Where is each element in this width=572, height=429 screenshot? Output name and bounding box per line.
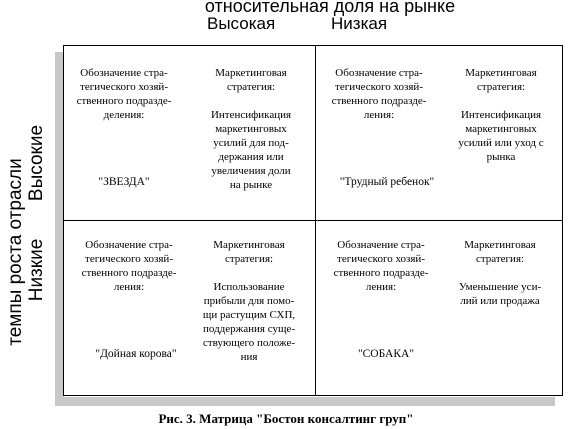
- dog-strategy: Маркетинговая стратегия: Уменьшение уси- лий или продажа: [458, 239, 542, 307]
- cow-name: "Дойная корова": [95, 348, 177, 360]
- question-strategy: Маркетинговая стратегия: Интенсификация маркетинговых усилий или уход с рынка: [458, 67, 544, 163]
- x-axis-label-low: Низкая: [331, 14, 388, 33]
- y-axis-label-low: Низкие: [26, 238, 47, 302]
- star-designation: Обозначение стра- тегического хозяй- ственного подразде- деления:: [76, 67, 172, 121]
- star-name: "ЗВЕЗДА": [98, 176, 150, 188]
- star-strategy: Маркетинговая стратегия: Интенсификация маркетинговых усилий для под- держания или увеличения доли на рынке: [210, 67, 292, 191]
- x-axis-label-high: Высокая: [207, 14, 276, 33]
- dog-name: "СОБАКА": [357, 348, 415, 360]
- dog-designation: Обозначение стра- тегического хозяй- ственного подразде- ления:: [333, 239, 429, 293]
- cow-designation: Обозначение стра- тегического хозяй- ственного подразде- ления:: [81, 239, 177, 293]
- y-axis-title: темпы роста отрасли: [5, 158, 26, 346]
- question-name: "Трудный ребенок": [339, 176, 435, 188]
- y-axis-label-high: Высокие: [26, 124, 47, 202]
- figure-caption: Рис. 3. Матрица "Бостон консалтинг груп": [158, 411, 414, 426]
- x-axis-title: относительная доля на рынке: [204, 0, 456, 16]
- matrix-horizontal-divider: [63, 220, 563, 221]
- matrix-shadow-bottom: [55, 397, 555, 406]
- question-designation: Обозначение стра- тегического хозяй- ственного подразде- ления:: [331, 67, 427, 121]
- cow-strategy: Маркетинговая стратегия: Использование прибыли для помо- щи растущим СХП, поддержания суще- ствующего положе- ния: [202, 239, 296, 363]
